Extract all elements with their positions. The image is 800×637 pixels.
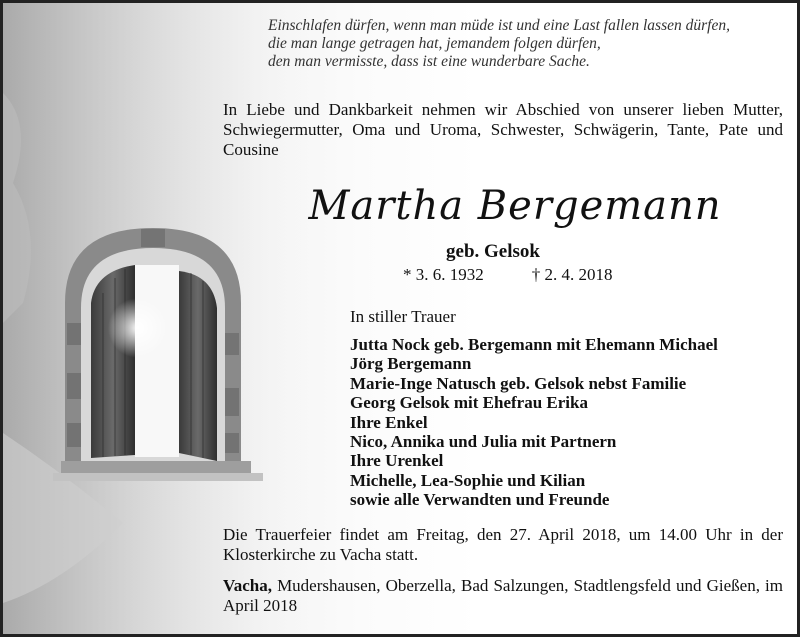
places-and-date [223, 576, 783, 616]
list-item: Jörg Bergemann [350, 354, 472, 374]
deceased-name: Martha Bergemann [308, 183, 722, 229]
birth-name: geb. Gelsok [446, 241, 540, 262]
poem-line: die man lange getragen hat, jemandem folgen dürfen, [268, 35, 601, 52]
list-item: Georg Gelsok mit Ehefrau Erika [350, 393, 588, 413]
list-item: Nico, Annika und Julia mit Partnern [350, 432, 617, 452]
birth-date: * 3. 6. 1932 [403, 265, 484, 284]
mourning-label: In stiller Trauer [350, 307, 456, 326]
list-item: Ihre Urenkel [350, 451, 444, 471]
list-item: sowie alle Verwandten und Freunde [350, 490, 610, 510]
intro-text: In Liebe und Dankbarkeit nehmen wir Abschied von unserer lieben Mutter, Schwiegermutter, Oma und Uroma, Schwester, Schwägerin, Tante, Pate und Cousine [223, 100, 783, 159]
places-rest: Mudershausen, Oberzella, Bad Salzungen, Stadtlengsfeld und Gießen, im April 2018 [223, 576, 783, 615]
list-item: Marie-Inge Natusch geb. Gelsok nebst Familie [350, 373, 687, 393]
list-item: Ihre Enkel [350, 412, 428, 432]
list-item: Michelle, Lea-Sophie und Kilian [350, 470, 586, 490]
places-lead: Vacha, [223, 576, 272, 595]
service-info: Die Trauerfeier findet am Freitag, den 27. April 2018, um 14.00 Uhr in der Klosterkirche zu Vacha statt. [223, 525, 783, 564]
poem-line: Einschlafen dürfen, wenn man müde ist und eine Last fallen lassen dürfen, [268, 17, 730, 34]
death-date: † 2. 4. 2018 [531, 265, 613, 284]
poem-line: den man vermisste, dass ist eine wunderbare Sache. [268, 53, 590, 70]
life-dates [403, 265, 613, 285]
list-item: Jutta Nock geb. Bergemann mit Ehemann Michael [350, 335, 718, 354]
mourners-list [350, 335, 718, 510]
poem [268, 17, 788, 71]
